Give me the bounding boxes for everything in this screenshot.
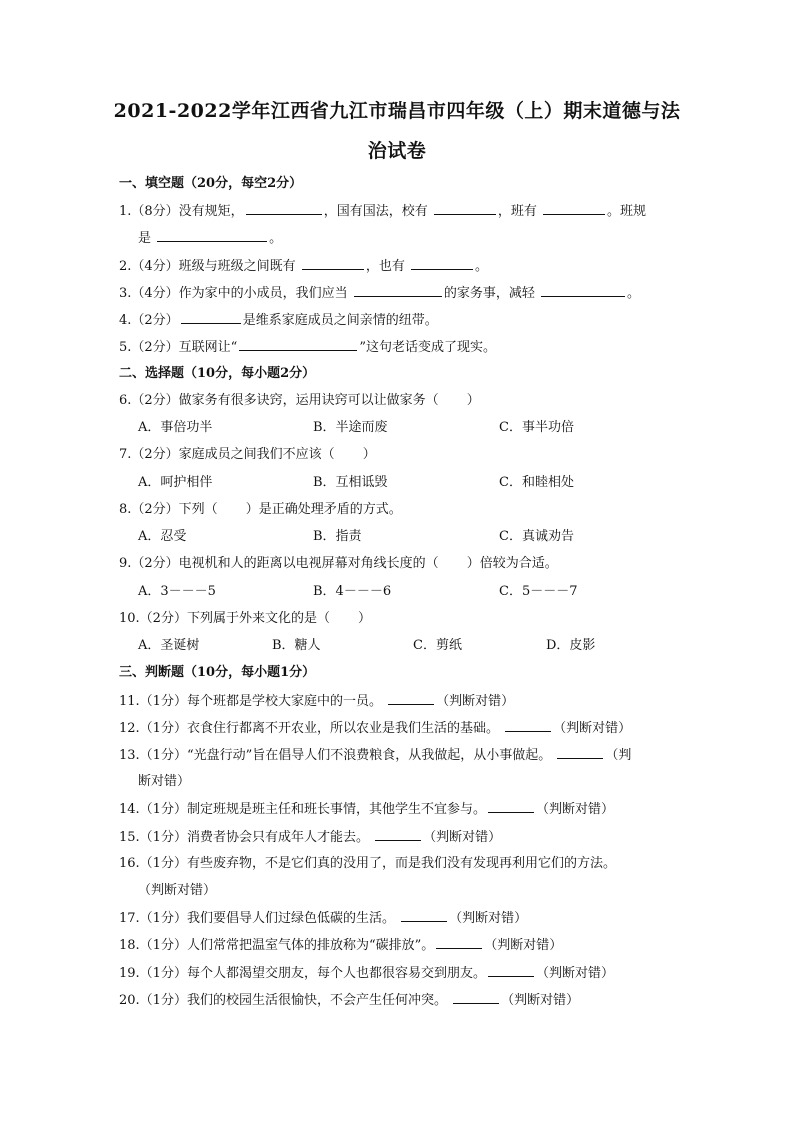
q7-option-b: B．互相诋毁 <box>313 475 388 490</box>
q6-stem-a: 6.（2分）做家务有很多诀窍，运用诀窍可以让做家务（ <box>119 393 439 408</box>
exam-title-line1: 2021-2022学年江西省九江市瑞昌市四年级（上）期末道德与法 <box>113 100 681 122</box>
q13-hint: （判 <box>605 748 632 763</box>
q6-option-c: C．事半功倍 <box>499 420 574 435</box>
q13-text: 13.（1分）“光盘行动”旨在倡导人们不浪费粮食，从我做起，从小事做起。 <box>119 748 552 763</box>
q5-text-b: ”这句老话变成了现实。 <box>359 340 496 355</box>
q6-stem-b: ） <box>466 393 480 408</box>
q2-text-b: ，也有 <box>365 259 405 274</box>
question-19 <box>119 964 614 983</box>
question-16-cont: （判断对错） <box>138 883 217 898</box>
q19-text: 19.（1分）每个人都渴望交朋友，每个人也都很容易交到朋友。 <box>119 966 486 981</box>
answer-blank <box>453 991 499 1004</box>
question-1 <box>119 202 646 221</box>
q2-text-c: 。 <box>474 259 488 274</box>
q7-option-c: C．和睦相处 <box>499 475 574 490</box>
answer-blank <box>388 692 434 705</box>
answer-blank <box>436 936 482 949</box>
answer-blank <box>246 202 322 215</box>
answer-blank <box>557 746 603 759</box>
question-4 <box>119 311 438 330</box>
q9-option-b: B．4－－－6 <box>313 584 392 599</box>
question-15 <box>119 828 501 847</box>
question-6 <box>119 392 480 410</box>
q8-option-b: B．指责 <box>313 529 362 544</box>
answer-blank <box>505 719 551 732</box>
question-20 <box>119 991 579 1010</box>
q20-text: 20.（1分）我们的校园生活很愉快，不会产生任何冲突。 <box>119 993 447 1008</box>
q7-option-a: A．呵护相伴 <box>138 475 213 490</box>
q20-hint: （判断对错） <box>501 993 580 1008</box>
q12-text: 12.（1分）衣食住行都离不开农业，所以农业是我们生活的基础。 <box>119 721 499 736</box>
answer-blank <box>434 202 496 215</box>
q1-text-c: ，班有 <box>497 204 537 219</box>
section-heading-fill: 一、填空题（20分，每空2分） <box>119 176 303 191</box>
question-16 <box>119 855 616 873</box>
q4-text-a: 4.（2分） <box>119 313 179 328</box>
q6-option-b: B．半途而废 <box>313 420 388 435</box>
q1-text-a: 1.（8分）没有规矩， <box>119 204 244 219</box>
q15-hint: （判断对错） <box>423 830 502 845</box>
q17-hint: （判断对错） <box>449 911 528 926</box>
question-10 <box>119 610 371 628</box>
q9-option-c: C．5－－－7 <box>499 584 578 599</box>
q8-stem-a: 8.（2分）下列（ <box>119 502 218 517</box>
q3-text-a: 3.（4分）作为家中的小成员，我们应当 <box>119 286 348 301</box>
q4-text-b: 是维系家庭成员之间亲情的纽带。 <box>242 313 438 328</box>
q18-hint: （判断对错） <box>484 938 563 953</box>
answer-blank <box>239 338 357 351</box>
q10-option-c: C．剪纸 <box>413 638 462 653</box>
q10-stem-b: ） <box>357 611 371 626</box>
question-5 <box>119 338 496 357</box>
answer-blank <box>157 229 267 242</box>
question-9 <box>119 555 558 573</box>
q19-hint: （判断对错） <box>535 966 614 981</box>
q15-text: 15.（1分）消费者协会只有成年人才能去。 <box>119 830 369 845</box>
q7-stem-b: ） <box>362 447 376 462</box>
answer-blank <box>488 964 534 977</box>
answer-blank <box>181 311 241 324</box>
question-18 <box>119 936 562 955</box>
q12-hint: （判断对错） <box>553 721 632 736</box>
q7-stem-a: 7.（2分）家庭成员之间我们不应该（ <box>119 447 335 462</box>
answer-blank <box>401 909 447 922</box>
q8-option-c: C．真诚劝告 <box>499 529 574 544</box>
answer-blank <box>541 284 625 297</box>
question-3 <box>119 284 640 303</box>
q3-text-c: 。 <box>626 286 640 301</box>
q9-option-a: A．3－－－5 <box>138 584 216 599</box>
question-1-cont <box>138 229 282 248</box>
question-13 <box>119 746 631 765</box>
answer-blank <box>354 284 442 297</box>
q10-option-b: B．糖人 <box>272 638 321 653</box>
question-2 <box>119 257 488 276</box>
q6-option-a: A．事倍功半 <box>138 420 213 435</box>
answer-blank <box>375 828 421 841</box>
q14-text: 14.（1分）制定班规是班主任和班长事情，其他学生不宜参与。 <box>119 802 486 817</box>
q8-stem-b: ）是正确处理矛盾的方式。 <box>245 502 402 517</box>
q10-stem-a: 10.（2分）下列属于外来文化的是（ <box>119 611 330 626</box>
q3-text-b: 的家务事，减轻 <box>443 286 535 301</box>
question-14 <box>119 800 614 819</box>
section-heading-judge: 三、判断题（10分，每小题1分） <box>119 665 316 680</box>
answer-blank <box>411 257 473 270</box>
question-13-cont: 断对错） <box>138 774 191 789</box>
q8-option-a: A．忍受 <box>138 529 187 544</box>
question-12 <box>119 719 631 738</box>
q17-text: 17.（1分）我们要倡导人们过绿色低碳的生活。 <box>119 911 395 926</box>
q1-text-e: 是 <box>138 231 152 246</box>
question-17 <box>119 909 527 928</box>
q10-option-a: A．圣诞树 <box>138 638 200 653</box>
q1-text-f: 。 <box>269 231 283 246</box>
q11-text: 11.（1分）每个班都是学校大家庭中的一员。 <box>119 694 382 709</box>
answer-blank <box>488 800 534 813</box>
answer-blank <box>302 257 364 270</box>
q9-stem-b: ）倍较为合适。 <box>466 556 558 571</box>
question-7 <box>119 446 376 464</box>
q1-text-b: ，国有国法，校有 <box>323 204 428 219</box>
q9-stem-a: 9.（2分）电视机和人的距离以电视屏幕对角线长度的（ <box>119 556 439 571</box>
q2-text-a: 2.（4分）班级与班级之间既有 <box>119 259 296 274</box>
question-8 <box>119 501 402 519</box>
exam-title-line2: 治试卷 <box>367 140 427 162</box>
q16-text: 16.（1分）有些废弃物，不是它们真的没用了，而是我们没有发现再利用它们的方法。 <box>119 856 616 871</box>
answer-blank <box>543 202 605 215</box>
section-heading-choice: 二、选择题（10分，每小题2分） <box>119 366 316 381</box>
q11-hint: （判断对错） <box>436 694 515 709</box>
question-11 <box>119 692 514 711</box>
q14-hint: （判断对错） <box>535 802 614 817</box>
q10-option-d: D．皮影 <box>546 638 596 653</box>
q1-text-d: 。班规 <box>607 204 647 219</box>
q18-text: 18.（1分）人们常常把温室气体的排放称为“碳排放”。 <box>119 938 435 953</box>
q5-text-a: 5.（2分）互联网让“ <box>119 340 238 355</box>
